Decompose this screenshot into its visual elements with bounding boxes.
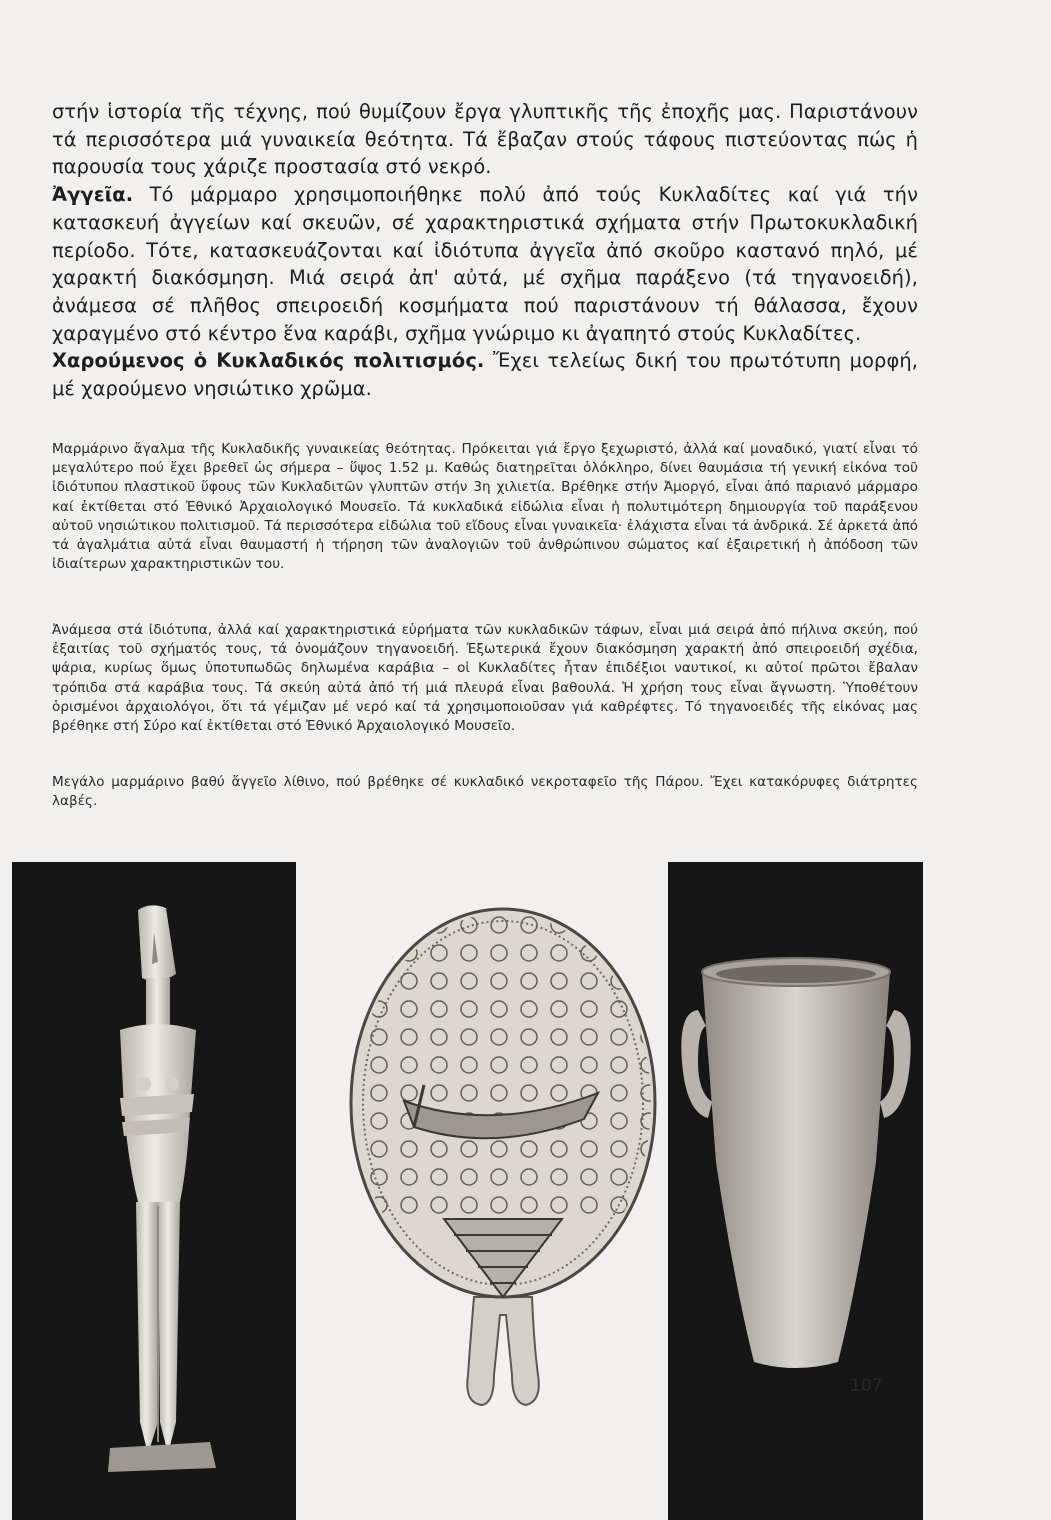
spiral-ornament bbox=[611, 945, 627, 961]
paragraph-vessels bbox=[52, 181, 918, 347]
photo-cycladic-figurine bbox=[12, 862, 296, 1520]
spiral-ornament bbox=[371, 917, 387, 933]
spiral-ornament bbox=[371, 945, 387, 961]
page-number: 107 bbox=[850, 1376, 883, 1396]
frying-pan-svg bbox=[344, 905, 662, 1413]
vessels-body: Τό μάρμαρο χρησιμοποιήθηκε πολύ ἀπό τούς Κυκλαδίτες καί γιά τήν κατασκευή ἀγγείων καί σκευῶν, σέ χαρακτηριστικά σχήματα στήν Πρωτοκυκλαδική περίοδο. Τότε, κατασκευάζονται καί ἰδιότυπα ἀγγεῖα ἀπό σκοῦρο καστανό πηλό, μέ χαρακτή διακόσμηση. Μιά σειρά ἀπ' αὐτά, μέ σχῆμα παράξενο (τά τηγανοειδή), ἀνάμεσα σέ πλῆθος σπειροειδή κοσμήματα πού παριστάνουν τή θάλασσα, ἔχουν χαραγμένο στό κέντρο ἕνα καράβι, σχῆμα γνώριμο κι ἀγαπητό στούς Κυκλαδίτες. bbox=[52, 183, 918, 345]
illustration-frying-pan-vessel bbox=[344, 905, 662, 1413]
paragraph-cycladic-figurines: στήν ἱστορία τῆς τέχνης, πού θυμίζουν ἔργα γλυπτικῆς τῆς ἐποχῆς μας. Παριστάνουν τά περισσότερα μιά γυναικεία θεότητα. Τά ἔβαζαν στούς τάφους πιστεύοντας πώς ἡ παρουσία τους χάριζε προστασία στό νεκρό. bbox=[52, 100, 918, 179]
spiral-ornament bbox=[641, 1001, 657, 1017]
spiral-ornament bbox=[401, 917, 417, 933]
spiral-ornament bbox=[641, 917, 657, 933]
figurine-illustration bbox=[12, 862, 296, 1520]
spiral-ornament bbox=[641, 1197, 657, 1213]
marble-vessel-illustration bbox=[668, 862, 923, 1520]
spiral-ornament bbox=[641, 945, 657, 961]
caption-frying-pan-vessels: Ἀνάμεσα στά ἰδιότυπα, ἀλλά καί χαρακτηριστικά εὑρήματα τῶν κυκλαδικῶν τάφων, εἶναι μιά σειρά ἀπό πήλινα σκεύη, πού ἐξαιτίας τοῦ σχήματός τους, τά ὀνομάζουν τηγανοειδή. Ἐξωτερικά ἔχουν διακόσμηση χαρακτή ἀπό σπειροειδή σχέδια, ψάρια, κυρίως ὅμως ὑποτυπωδῶς δηλωμένα καράβια – οἱ Κυκλαδίτες ἦταν ἐπιδέξιοι ναυτικοί, κι αὐτοί πρῶτοι ἔβαλαν τρόπιδα στά καράβια τους. Τά σκεύη αὐτά ἀπό τή μιά πλευρά εἶναι βαθουλά. Ἡ χρήση τους εἶναι ἄγνωστη. Ὑποθέτουν ὁρισμένοι ἀρχαιολόγοι, ὅτι τά γέμιζαν μέ νερό καί τά χρησιμοποιοῦσαν γιά καθρέφτες. Τό τηγανοειδές τῆς εἰκόνας μας βρέθηκε στή Σύρο καί ἐκτίθεται στό Ἐθνικό Ἀρχαιολογικό Μουσεῖο. bbox=[52, 622, 918, 735]
joyful-civilization-body: Ἔχει τελείως δική του πρωτότυπη μορφή, μέ χαρούμενο νησιώτικο χρῶμα. bbox=[52, 349, 919, 401]
heading-joyful-civilization: Χαρούμενος ὁ Κυκλαδικός πολιτισμός. bbox=[52, 349, 485, 373]
spiral-ornament bbox=[641, 973, 657, 989]
photo-marble-vessel bbox=[668, 862, 923, 1520]
spiral-ornament bbox=[581, 917, 597, 933]
paragraph-joyful-civilization bbox=[52, 347, 918, 402]
heading-vessels: Ἀγγεῖα. bbox=[52, 183, 134, 207]
caption-marble-vessel: Μεγάλο μαρμάρινο βαθύ ἄγγεῖο λίθινο, πού βρέθηκε σέ κυκλαδικό νεκροταφεῖο τῆς Πάρου. Ἔχει κατακόρυφες διάτρητες λαβές. bbox=[52, 774, 918, 810]
spiral-ornament bbox=[611, 917, 627, 933]
caption-marble-statue: Μαρμάρινο ἄγαλμα τῆς Κυκλαδικῆς γυναικείας θεότητας. Πρόκειται γιά ἔργο ξεχωριστό, ἀλλά καί μοναδικό, γιατί εἶναι τό μεγαλύτερο πού ἔχει βρεθεῖ ὡς σήμερα – ὕψος 1.52 μ. Καθώς διατηρεῖται ὁλόκληρο, δίνει θαυμάσια τή γενική εἰκόνα τοῦ ἰδιότυπου πλαστικοῦ ὕφους τῶν Κυκλαδιτῶν γλυπτῶν στήν 3η χιλιετία. Βρέθηκε στήν Ἀμοργό, εἶναι ἀπό παριανό μάρμαρο καί ἐκτίθεται στό Ἐθνικό Ἀρχαιολογικό Μουσεῖο. Τά κυκλαδικά εἰδώλια εἶναι ἡ πολυτιμότερη δημιουργία τοῦ παράξενου αὐτοῦ νησιώτικου πολιτισμοῦ. Τά περισσότερα εἰδώλια τοῦ εἴδους εἶναι γυναικεῖα· ἐλάχιστα εἶναι τά ἀνδρικά. Σέ ἀρκετά ἀπό τά ἀγαλμάτια αὐτά εἶναι θαυμαστή ἡ τήρηση τῶν ἀναλογιῶν τοῦ ἀνθρώπινου σώματος καί ἐξαιρετική ἡ ἀπόδοση τῶν ἰδιαίτερων χαρακτηριστικῶν του. bbox=[52, 441, 918, 573]
main-text bbox=[52, 98, 918, 403]
